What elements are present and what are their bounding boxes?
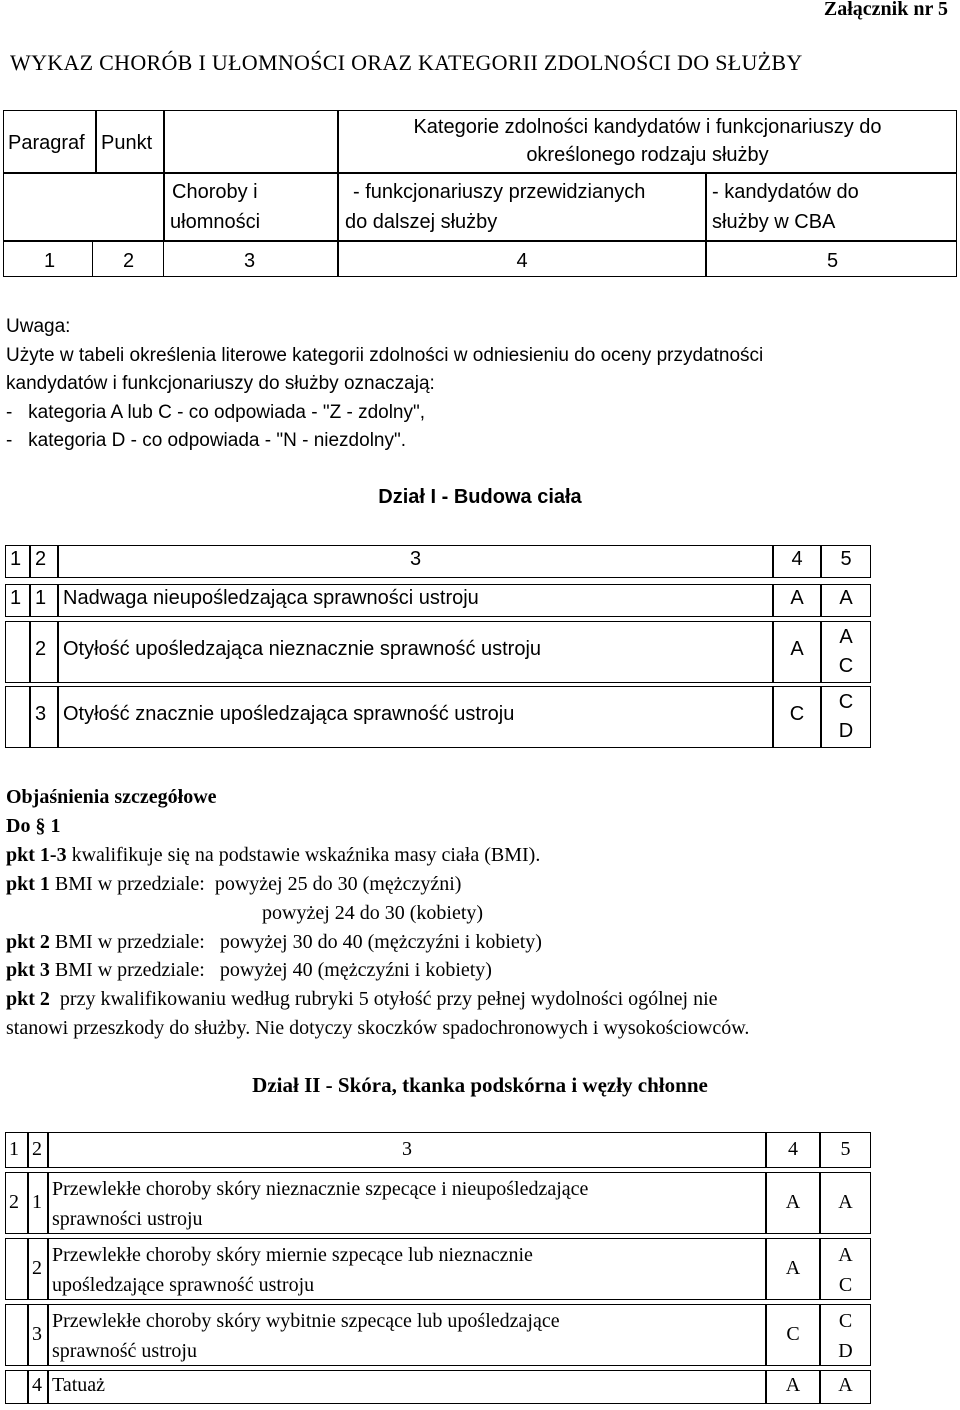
s2-r2-par — [5, 1238, 28, 1300]
s1-r3-par — [5, 686, 30, 748]
s2-r4-c5: A — [820, 1370, 871, 1404]
header-categories — [338, 110, 957, 173]
note-line-4: - kategoria D - co odpowiada - "N - niezdolny". — [6, 430, 407, 451]
note-heading: Uwaga: — [6, 316, 71, 337]
s2-r3-c5-b: D — [838, 1340, 853, 1362]
header-num-5: 5 — [706, 241, 957, 277]
header-punkt: Punkt — [96, 110, 164, 173]
header-officers-line1: - funkcjonariuszy przewidzianych — [353, 181, 646, 203]
expl-line-2-label: pkt 1 — [6, 873, 50, 895]
s2-r2-desc — [48, 1238, 766, 1300]
s1-r3-c5-a: C — [838, 691, 854, 713]
s1-r2-desc: Otyłość upośledzająca nieznacznie sprawność ustroju — [58, 621, 773, 683]
s1-r1-desc: Nadwaga nieupośledzająca sprawności ustroju — [58, 584, 773, 617]
expl-line-1-label: pkt 1-3 — [6, 844, 67, 866]
s1-r2-c5 — [821, 621, 871, 683]
s1-r1-c5: A — [821, 584, 871, 617]
expl-line-5 — [6, 956, 492, 985]
s2-r1-desc — [48, 1172, 766, 1234]
header-empty — [164, 110, 338, 173]
expl-line-4-text: BMI w przedziale: powyżej 30 do 40 (mężczyźni i kobiety) — [49, 931, 542, 953]
expl-heading: Objaśnienia szczegółowe — [6, 786, 217, 808]
header-num-4: 4 — [338, 241, 706, 277]
s2-h1: 1 — [5, 1132, 28, 1168]
s1-r2-c5-b: C — [838, 655, 854, 677]
expl-line-1-text: kwalifikuje się na podstawie wskaźnika masy ciała (BMI). — [66, 844, 541, 866]
s1-r1-c4: A — [773, 584, 821, 617]
s1-r3-pt: 3 — [30, 686, 58, 748]
s1-r1-par: 1 — [5, 584, 30, 617]
s2-r2-desc-line1: Przewlekłe choroby skóry miernie szpecące lub nieznacznie — [52, 1244, 533, 1266]
s2-r1-par: 2 — [5, 1172, 28, 1234]
s1-r2-par — [5, 621, 30, 683]
s1-r2-c4: A — [773, 621, 821, 683]
s1-r2-c5-a: A — [839, 626, 853, 648]
s1-r3-c5 — [821, 686, 871, 748]
section1-title: Dział I - Budowa ciała — [378, 486, 582, 508]
expl-line-2 — [6, 870, 461, 899]
s2-h2: 2 — [28, 1132, 48, 1168]
header-diseases — [164, 173, 338, 241]
s2-r4-c4: A — [766, 1370, 820, 1404]
s2-r2-c4: A — [766, 1238, 820, 1300]
expl-line-6-text: przy kwalifikowaniu według rubryki 5 otyłość przy pełnej wydolności ogólnej nie — [49, 988, 718, 1010]
header-categories-line1: Kategorie zdolności kandydatów i funkcjonariuszy do — [413, 116, 882, 138]
s2-r3-desc-line1: Przewlekłe choroby skóry wybitnie szpecące lub upośledzające — [52, 1310, 560, 1332]
s2-r3-c4: C — [766, 1304, 820, 1366]
s2-r3-pt: 3 — [28, 1304, 48, 1366]
expl-line-5-label: pkt 3 — [6, 959, 50, 981]
header-diseases-line1: Choroby i — [172, 181, 258, 203]
s1-r1-pt: 1 — [30, 584, 58, 617]
s1-r3-c4: C — [773, 686, 821, 748]
header-categories-line2: określonego rodzaju służby — [526, 144, 769, 166]
s2-r3-c5 — [820, 1304, 871, 1366]
header-paragraf: Paragraf — [3, 110, 96, 173]
s2-r4-pt: 4 — [28, 1370, 48, 1404]
s2-r1-desc-line2: sprawności ustroju — [52, 1208, 203, 1230]
s1-h2: 2 — [30, 545, 58, 578]
s2-r1-c5: A — [820, 1172, 871, 1234]
s1-r3-desc: Otyłość znacznie upośledzająca sprawność ustroju — [58, 686, 773, 748]
s2-r3-desc-line2: sprawność ustroju — [52, 1340, 197, 1362]
expl-line-6-label: pkt 2 — [6, 988, 50, 1010]
header-num-3: 3 — [164, 241, 338, 277]
header-candidates — [706, 173, 957, 241]
header-empty-2 — [3, 173, 164, 241]
note-block — [6, 313, 763, 456]
s1-h3: 3 — [58, 545, 773, 578]
expl-line-1 — [6, 841, 540, 870]
s2-r1-c4: A — [766, 1172, 820, 1234]
s2-h3: 3 — [48, 1132, 766, 1168]
note-line-2: kandydatów i funkcjonariuszy do służby oznaczają: — [6, 373, 435, 394]
s2-r3-desc — [48, 1304, 766, 1366]
s2-r4-par — [5, 1370, 28, 1404]
s1-r3-c5-b: D — [838, 720, 854, 742]
header-diseases-line2: ułomności — [170, 211, 261, 233]
s2-h4: 4 — [766, 1132, 820, 1168]
expl-line-3: powyżej 24 do 30 (kobiety) — [262, 902, 484, 924]
expl-line-4 — [6, 928, 542, 957]
s2-r2-desc-line2: upośledzające sprawność ustroju — [52, 1274, 315, 1296]
s2-r2-pt: 2 — [28, 1238, 48, 1300]
expl-line-2-text: BMI w przedziale: powyżej 25 do 30 (mężczyźni) — [49, 873, 462, 895]
header-officers-line2: do dalszej służby — [345, 211, 498, 233]
s1-r2-pt: 2 — [30, 621, 58, 683]
header-num-1: 1 — [3, 241, 93, 277]
s2-r2-c5-b: C — [838, 1274, 853, 1296]
s2-h5: 5 — [820, 1132, 871, 1168]
header-officers — [338, 173, 706, 241]
s2-r4-desc: Tatuaż — [48, 1370, 766, 1404]
expl-do: Do § 1 — [6, 815, 61, 837]
s2-r3-par — [5, 1304, 28, 1366]
s2-r2-c5-a: A — [838, 1244, 853, 1266]
s2-r1-desc-line1: Przewlekłe choroby skóry nieznacznie szpecące i nieupośledzające — [52, 1178, 589, 1200]
s1-h5: 5 — [821, 545, 871, 578]
note-line-3: - kategoria A lub C - co odpowiada - "Z - zdolny", — [6, 401, 426, 423]
expl-line-7: stanowi przeszkody do służby. Nie dotyczy skoczków spadochronowych i wysokościowców. — [6, 1017, 750, 1039]
header-candidates-line2: służby w CBA — [712, 211, 836, 233]
note-line-1: Użyte w tabeli określenia literowe kategorii zdolności w odniesieniu do oceny przydatności — [6, 344, 764, 366]
document-title: WYKAZ CHORÓB I UŁOMNOŚCI ORAZ KATEGORII ZDOLNOŚCI DO SŁUŻBY — [10, 50, 803, 75]
s1-h4: 4 — [773, 545, 821, 578]
expl-line-6 — [6, 985, 718, 1014]
header-num-2: 2 — [93, 241, 164, 277]
section2-title: Dział II - Skóra, tkanka podskórna i węzły chłonne — [252, 1073, 708, 1097]
s2-r2-c5 — [820, 1238, 871, 1300]
s1-h1: 1 — [5, 545, 30, 578]
s2-r3-c5-a: C — [838, 1310, 853, 1332]
annex-label: Załącznik nr 5 — [823, 0, 948, 20]
expl-line-5-text: BMI w przedziale: powyżej 40 (mężczyźni i kobiety) — [49, 959, 492, 981]
expl-line-4-label: pkt 2 — [6, 931, 50, 953]
s2-r1-pt: 1 — [28, 1172, 48, 1234]
header-candidates-line1: - kandydatów do — [712, 181, 859, 203]
